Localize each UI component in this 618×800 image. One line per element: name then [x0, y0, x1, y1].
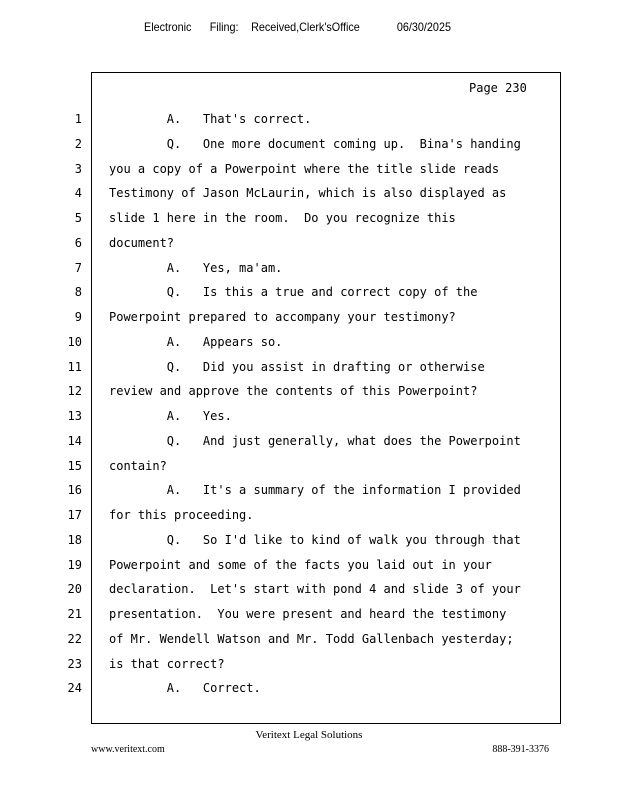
transcript-line: presentation. You were present and heard the testimony [109, 607, 507, 621]
line-number: 4 [74, 186, 82, 201]
line-number: 2 [74, 136, 82, 151]
header-word-filing: Filing: [209, 20, 239, 34]
transcript-line: declaration. Let's start with pond 4 and slide 3 of your [109, 582, 521, 597]
line-number: 10 [67, 334, 82, 349]
line-number: 20 [67, 582, 82, 597]
line-number: 8 [74, 285, 82, 300]
transcript-line: Q. So I'd like to kind of walk you through that [109, 532, 521, 547]
header-received-clerks-office: Received,Clerk'sOffice [251, 20, 360, 34]
transcript-line: Q. One more document coming up. Bina's handing [109, 136, 521, 151]
line-number: 6 [74, 235, 82, 250]
line-number: 1 [74, 112, 82, 126]
footer-company: Veritext Legal Solutions [255, 729, 363, 741]
line-number: 23 [67, 656, 82, 671]
transcript-line: for this proceeding. [109, 508, 254, 522]
line-number: 19 [67, 557, 82, 572]
line-number: 18 [67, 532, 82, 547]
line-number: 22 [67, 631, 82, 646]
line-number: 7 [74, 260, 82, 275]
line-number: 11 [67, 359, 82, 374]
transcript-line: Q. Is this a true and correct copy of the [109, 285, 478, 300]
line-number: 17 [67, 508, 82, 522]
transcript-line: contain? [109, 458, 167, 473]
line-number: 5 [74, 211, 82, 225]
line-number: 24 [67, 681, 82, 696]
transcript-line: Powerpoint and some of the facts you laid out in your [109, 557, 492, 572]
line-number: 3 [74, 161, 82, 176]
transcript-line: Powerpoint prepared to accompany your testimony? [109, 310, 456, 324]
transcript-line: slide 1 here in the room. Do you recognize this [109, 211, 456, 225]
footer-phone: 888-391-3376 [492, 744, 549, 755]
transcript-line: Q. And just generally, what does the Powerpoint [109, 433, 521, 448]
transcript-line: A. Yes, ma'am. [109, 260, 283, 275]
header-date: 06/30/2025 [396, 20, 451, 34]
transcript-line: is that correct? [109, 656, 225, 671]
footer-website: www.veritext.com [91, 744, 165, 755]
line-number: 16 [67, 483, 82, 498]
line-number: 15 [67, 458, 82, 473]
transcript-line: of Mr. Wendell Watson and Mr. Todd Gallenbach yesterday; [109, 631, 514, 646]
transcript-line: document? [109, 235, 175, 250]
transcript-line: A. That's correct. [109, 112, 312, 126]
transcript-line: A. It's a summary of the information I provided [109, 483, 521, 498]
transcript-line: Testimony of Jason McLaurin, which is also displayed as [109, 186, 507, 201]
line-number: 9 [74, 310, 82, 324]
transcript-line: you a copy of a Powerpoint where the title slide reads [109, 161, 500, 176]
transcript-line: A. Yes. [109, 409, 232, 423]
header-word-electronic: Electronic [144, 20, 192, 34]
line-number: 12 [67, 384, 82, 399]
filing-header [0, 20, 556, 36]
line-number: 21 [67, 607, 82, 621]
page-number: Page 230 [469, 81, 527, 95]
transcript-line: review and approve the contents of this Powerpoint? [109, 384, 478, 399]
line-number: 13 [67, 409, 82, 423]
line-number: 14 [67, 433, 82, 448]
transcript-line: A. Appears so. [109, 334, 283, 349]
transcript-line: Q. Did you assist in drafting or otherwise [109, 359, 485, 374]
transcript-line: A. Correct. [109, 681, 261, 696]
